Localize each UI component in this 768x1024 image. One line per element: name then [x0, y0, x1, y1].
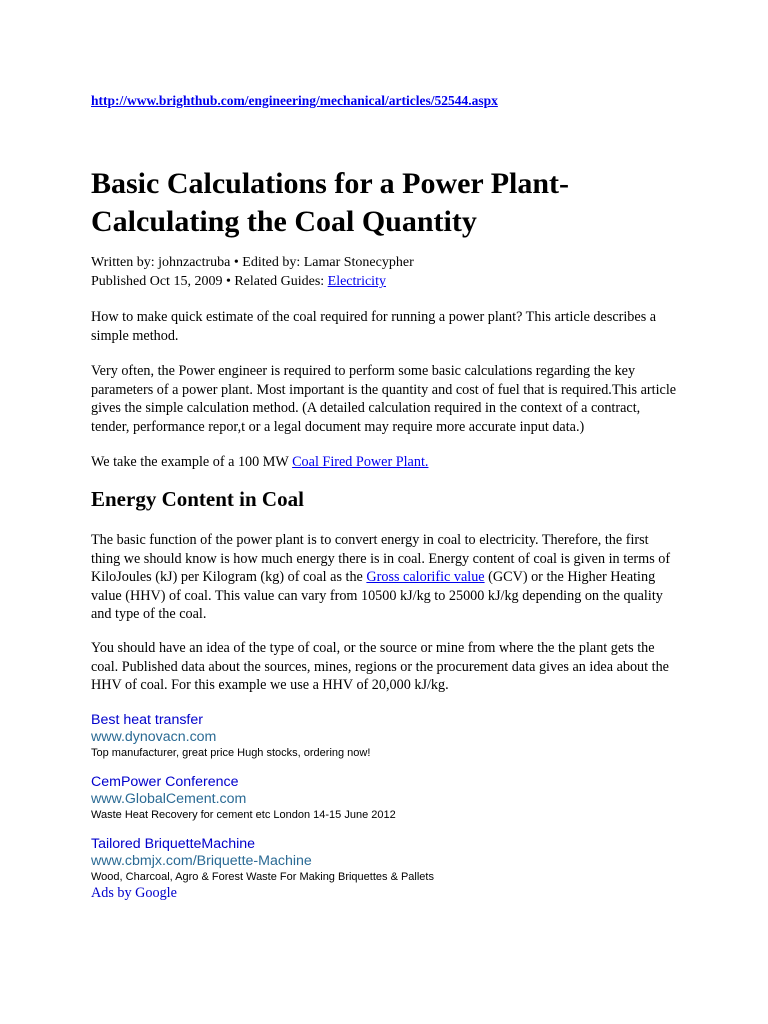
ad-item[interactable]: [91, 711, 370, 760]
related-guide-link[interactable]: Electricity: [327, 274, 386, 289]
ad-item[interactable]: [91, 835, 434, 884]
coal-plant-link[interactable]: Coal Fired Power Plant.: [292, 454, 429, 470]
ad-title[interactable]: Tailored BriquetteMachine: [91, 836, 256, 852]
gcv-link[interactable]: Gross calorific value: [366, 569, 485, 586]
article-byline: [91, 253, 414, 291]
gcv-text-after: (GCV) or the Higher Heating value (HHV) of coal. This value can vary from 10500 kJ/kg to 25000 kJ/kg depending on the quality and type of the coal.: [91, 569, 663, 623]
ad-url[interactable]: www.cbmjx.com/Briquette-Machine: [91, 853, 312, 869]
title-line-1: Basic Calculations for a Power Plant-: [91, 167, 570, 200]
ad-description: Wood, Charcoal, Agro & Forest Waste For Making Briquettes & Pallets: [91, 871, 434, 883]
ad-description: Top manufacturer, great price Hugh stocks, ordering now!: [91, 747, 371, 759]
ad-description: Waste Heat Recovery for cement etc London 14-15 June 2012: [91, 809, 396, 821]
body-paragraph-1: Very often, the Power engineer is required to perform some basic calculations regarding the key parameters of a power plant. Most important is the quantity and cost of fuel that is required.This article gives the simple calculation method. (A detailed calculation required in the context of a contract, tender, performance repor,t or a legal document may require more accurate input data.): [91, 363, 677, 435]
published-line: [91, 272, 414, 291]
section-heading: Energy Content in Coal: [91, 487, 304, 511]
ads-by-google-link[interactable]: Ads by Google: [91, 885, 177, 901]
source-url-link[interactable]: http://www.brighthub.com/engineering/mechanical/articles/52544.aspx: [91, 93, 498, 108]
example-text: We take the example of a 100 MW: [91, 454, 293, 470]
body-paragraph-4: You should have an idea of the type of coal, or the source or mine from where the the plant gets the coal. Published data about the sources, mines, regions or the procurement data gives an idea about the HHV of coal. For this example we use a HHV of 20,000 kJ/kg.: [91, 640, 669, 694]
ad-title[interactable]: CemPower Conference: [91, 774, 239, 790]
ad-url[interactable]: www.dynovacn.com: [91, 729, 217, 745]
intro-paragraph: How to make quick estimate of the coal required for running a power plant? This article describes a simple method.: [91, 309, 657, 344]
title-line-2: Calculating the Coal Quantity: [91, 205, 477, 238]
ad-url[interactable]: www.GlobalCement.com: [91, 791, 247, 807]
body-paragraph-3: [91, 531, 681, 624]
published-text: Published Oct 15, 2009 • Related Guides:: [91, 274, 328, 289]
author-line: Written by: johnzactruba • Edited by: Lamar Stonecypher: [91, 255, 414, 270]
gcv-text-before: The basic function of the power plant is to convert energy in coal to electricity. Therefore, the first thing we should know is how much energy there is in coal. Energy content of coal is given in terms of KiloJoules (kJ) per Kilogram (kg) of coal as the: [91, 532, 671, 586]
ad-item[interactable]: [91, 773, 396, 822]
body-paragraph-2: [91, 453, 681, 472]
ad-title[interactable]: Best heat transfer: [91, 712, 203, 728]
article-title: [91, 165, 691, 241]
